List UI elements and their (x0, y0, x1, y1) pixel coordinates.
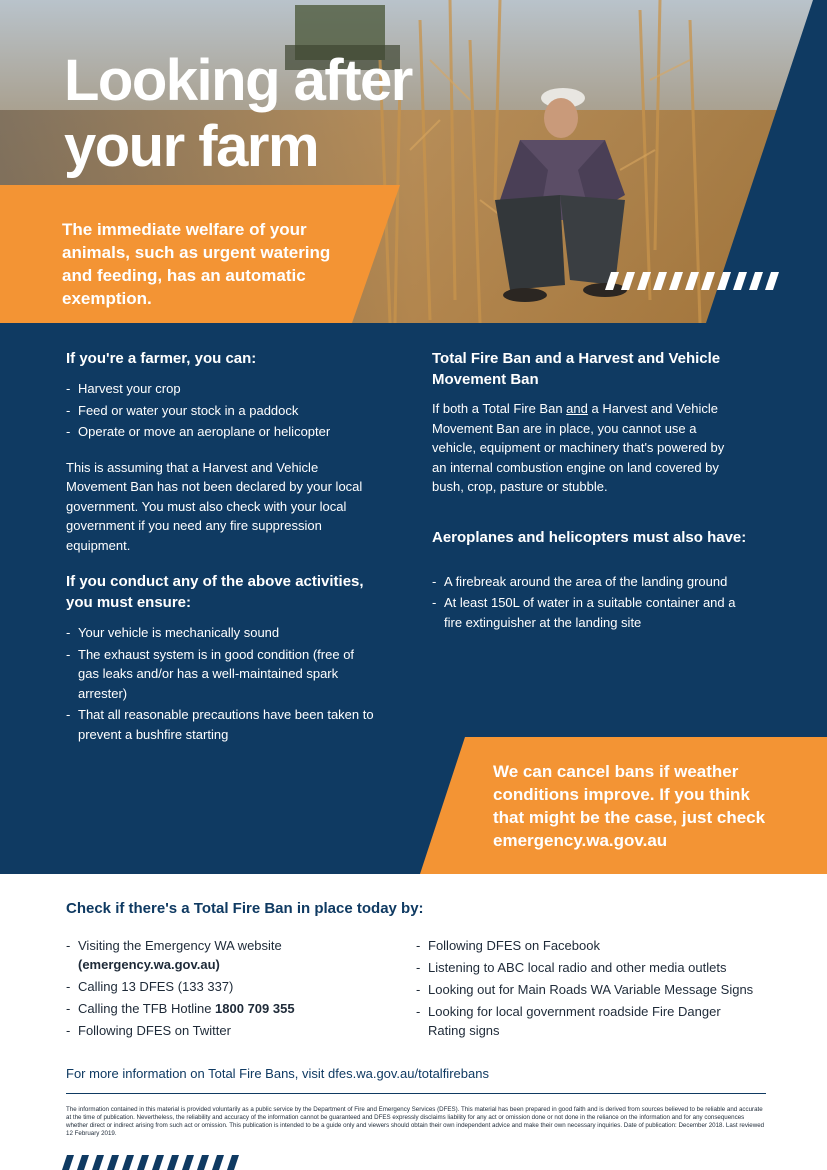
tfb-paragraph (432, 399, 742, 497)
tfb-heading-line-1: Total Fire Ban and a Harvest and Vehicle (432, 350, 721, 367)
disclaimer-text: The information contained in this material is provided voluntarily as a public service by the Department of Fire and Emergency Services (DFES). This material has been prepared in good faith and is derived from sources believed to be reliable and accurate at the time of publication. Nevertheless, the reliability and accuracy of the information cannot be guaranteed and DFES expressly disclaims liability for any act or omission done or not done in the reliance on the information and for any consequences whether direct or indirect arising from such act or omission. This publication is intended to be a guide only and viewers should obtain their own independent advice and make their own necessary inquiries. Date of publication: December 2018. Last reviewed 12 February 2019. (66, 1106, 765, 1137)
farmer-heading: If you're a farmer, you can: (66, 350, 257, 367)
ensure-heading-line-1: If you conduct any of the above activities, (66, 573, 364, 590)
list-item: - Following DFES on Facebook (416, 936, 756, 955)
tfb-text-post: a Harvest and Vehicle Movement Ban are in place, you cannot use a vehicle, equipment or machinery that's powered by an internal combustion engine on land covered by bush, crop, pasture or stubble. (432, 401, 725, 494)
title-line-1: Looking after (64, 48, 412, 113)
animal-welfare-exemption-text: The immediate welfare of your animals, such as urgent watering and feeding, has an automatic exemption. (62, 220, 331, 308)
list-item (66, 999, 386, 1018)
title-line-2: your farm (64, 114, 319, 179)
left-column (66, 348, 386, 746)
list-item: - Calling 13 DFES (133 337) (66, 977, 386, 996)
ensure-heading-line-2: you must ensure: (66, 594, 192, 611)
hazard-stripes-bottom (62, 1155, 247, 1170)
more-info-link: For more information on Total Fire Bans, visit dfes.wa.gov.au/totalfirebans (66, 1066, 489, 1081)
hotline-number: 1800 709 355 (215, 1001, 295, 1016)
aero-list (432, 572, 742, 633)
check-heading: Check if there's a Total Fire Ban in place today by: (66, 900, 424, 917)
list-item: - Looking for local government roadside Fire Danger Rating signs (416, 1002, 726, 1040)
list-item (66, 936, 386, 974)
list-item: - The exhaust system is in good condition (free of gas leaks and/or has a well-maintained spark arrester) (66, 645, 378, 704)
ensure-list (66, 623, 378, 744)
tfb-heading (432, 348, 762, 390)
list-item: - Your vehicle is mechanically sound (66, 623, 378, 643)
aero-heading: Aeroplanes and helicopters must also have: (432, 528, 747, 546)
hazard-stripes-top (605, 272, 785, 290)
tfb-text-pre: If both a Total Fire Ban (432, 401, 567, 416)
emergency-website-text: Visiting the Emergency WA website (78, 938, 282, 953)
check-list-right (416, 936, 756, 1043)
list-item: - Harvest your crop (66, 379, 386, 399)
ensure-heading (66, 571, 386, 613)
cancel-bans-callout: We can cancel bans if weather conditions improve. If you think that might be the case, just check emergency.wa.gov.au (493, 762, 766, 850)
tfb-heading-line-2: Movement Ban (432, 371, 539, 388)
tfb-text-and: and (566, 401, 588, 416)
divider (66, 1093, 766, 1094)
list-item: - Following DFES on Twitter (66, 1021, 386, 1040)
emergency-website-url: (emergency.wa.gov.au) (78, 957, 220, 972)
list-item: - At least 150L of water in a suitable container and a fire extinguisher at the landing site (432, 593, 742, 632)
check-list-left (66, 936, 386, 1043)
list-item: - That all reasonable precautions have been taken to prevent a bushfire starting (66, 705, 378, 744)
list-item: - Listening to ABC local radio and other media outlets (416, 958, 756, 977)
farmer-activities-list (66, 379, 386, 442)
list-item: - Operate or move an aeroplane or helicopter (66, 422, 386, 442)
right-column (432, 348, 762, 634)
list-item: - Looking out for Main Roads WA Variable Message Signs (416, 980, 756, 999)
page-title (64, 48, 484, 180)
hotline-text: Calling the TFB Hotline (78, 1001, 216, 1016)
assumption-paragraph: This is assuming that a Harvest and Vehicle Movement Ban has not been declared by your local government. You must also check with your local government if you need any fire suppression equipment. (66, 459, 363, 553)
list-item: - Feed or water your stock in a paddock (66, 401, 386, 421)
list-item: - A firebreak around the area of the landing ground (432, 572, 742, 592)
